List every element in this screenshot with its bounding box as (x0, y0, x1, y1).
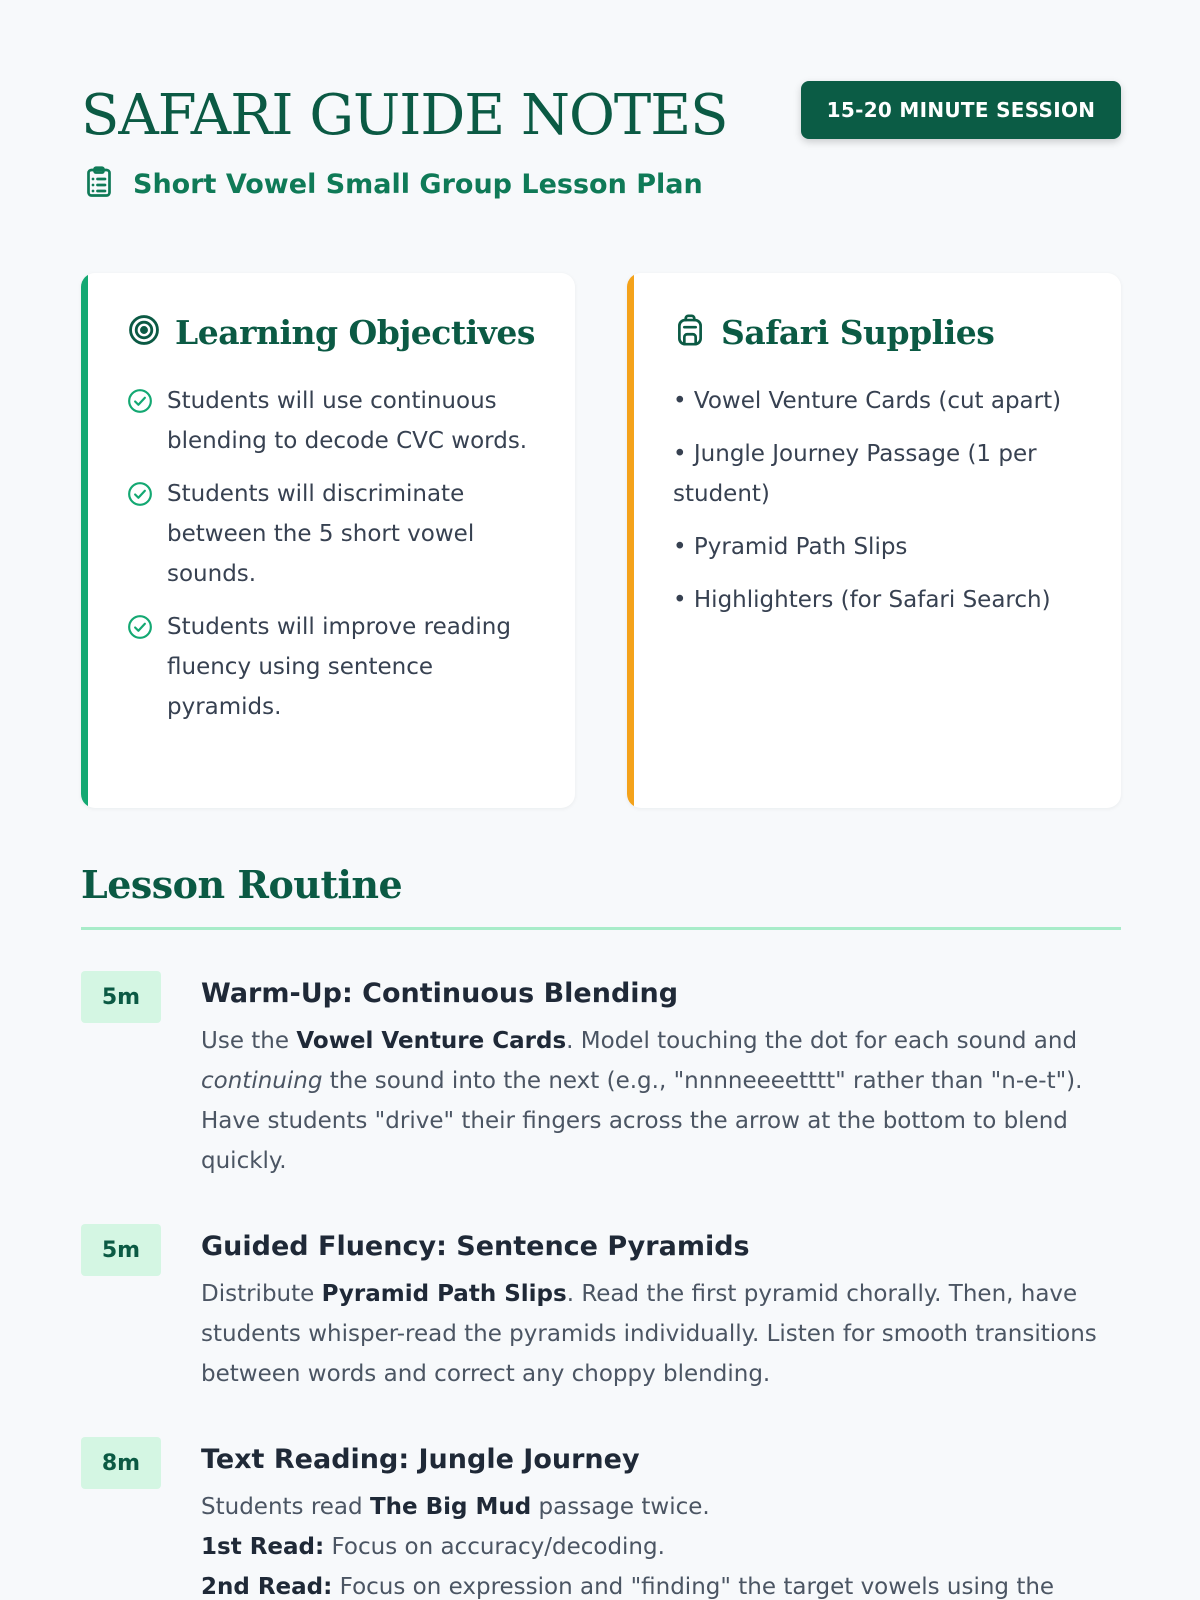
time-chip: 5m (81, 1224, 161, 1276)
list-item (127, 607, 547, 727)
section-divider (81, 927, 1121, 930)
clipboard-list-icon (81, 164, 117, 205)
step-description (201, 1487, 1101, 1600)
step-text-segment: Students read (201, 1494, 370, 1520)
list-item (127, 381, 547, 461)
step-text-segment: passage twice. (531, 1494, 710, 1520)
learning-objectives-card (81, 273, 575, 808)
step-body (201, 971, 1101, 1181)
session-length-badge: 15-20 MINUTE SESSION (801, 81, 1121, 139)
objective-text: Students will improve reading fluency using sentence pyramids. (167, 614, 511, 720)
check-circle-icon (127, 381, 153, 427)
step-text-bold: Pyramid Path Slips (321, 1281, 567, 1307)
card-header (127, 313, 535, 352)
step-description (201, 1274, 1101, 1394)
step-title: Guided Fluency: Sentence Pyramids (201, 1231, 750, 1262)
step-text-segment: Distribute (201, 1281, 322, 1307)
list-item: • Pyramid Path Slips (673, 534, 908, 560)
step-text-segment: Use the (201, 1028, 297, 1054)
list-item: • Jungle Journey Passage (1 per student) (673, 441, 1037, 507)
time-chip: 8m (81, 1437, 161, 1489)
page-subtitle: Short Vowel Small Group Lesson Plan (133, 168, 703, 200)
step-body (201, 1437, 1101, 1600)
step-text-segment: Focus on expression and "finding" the target vowels using the (332, 1574, 1055, 1600)
page-title: SAFARI GUIDE NOTES (81, 83, 728, 148)
card-title: Learning Objectives (175, 313, 535, 352)
step-title: Text Reading: Jungle Journey (201, 1444, 640, 1475)
step-text-segment: the sound into the next (e.g., "nnnneeeetttt" rather than "n-e-t"). Have students "drive" their fingers across the arrow at the bottom to blend quickly. (201, 1068, 1083, 1174)
backpack-icon (673, 313, 707, 352)
step-text-bold: The Big Mud (369, 1494, 532, 1520)
card-header (673, 313, 994, 352)
step-body (201, 1224, 1101, 1394)
step-text-segment: . Model touching the dot for each sound and (566, 1028, 1078, 1054)
lesson-plan-page (81, 0, 1121, 1600)
objective-text: Students will use continuous blending to decode CVC words. (167, 388, 528, 454)
card-title: Safari Supplies (721, 313, 995, 352)
step-text-bold: Vowel Venture Cards (296, 1028, 567, 1054)
step-description (201, 1021, 1101, 1181)
step-text-segment: Focus on accuracy/decoding. (324, 1534, 665, 1560)
supplies-list (673, 381, 1093, 633)
step-title: Warm-Up: Continuous Blending (201, 978, 679, 1009)
step-text-bold: 1st Read: (201, 1534, 325, 1560)
list-item (127, 474, 547, 594)
list-item: • Vowel Venture Cards (cut apart) (673, 388, 1062, 414)
time-chip: 5m (81, 971, 161, 1023)
subtitle-row (81, 164, 703, 204)
section-title: Lesson Routine (81, 862, 403, 907)
check-circle-icon (127, 474, 153, 520)
list-item: • Highlighters (for Safari Search) (673, 587, 1051, 613)
target-icon (127, 313, 161, 352)
objective-text: Students will discriminate between the 5 short vowel sounds. (167, 481, 475, 587)
check-circle-icon (127, 607, 153, 653)
step-text-bold: 2nd Read: (201, 1574, 333, 1600)
step-text-segment: . Read the first pyramid chorally. Then, have students whisper-read the pyramids individually. Listen for smooth transitions between words and correct any choppy blending. (201, 1281, 1097, 1387)
step-text-italic: continuing (201, 1068, 323, 1094)
objectives-list (127, 381, 547, 740)
safari-supplies-card (627, 273, 1121, 808)
